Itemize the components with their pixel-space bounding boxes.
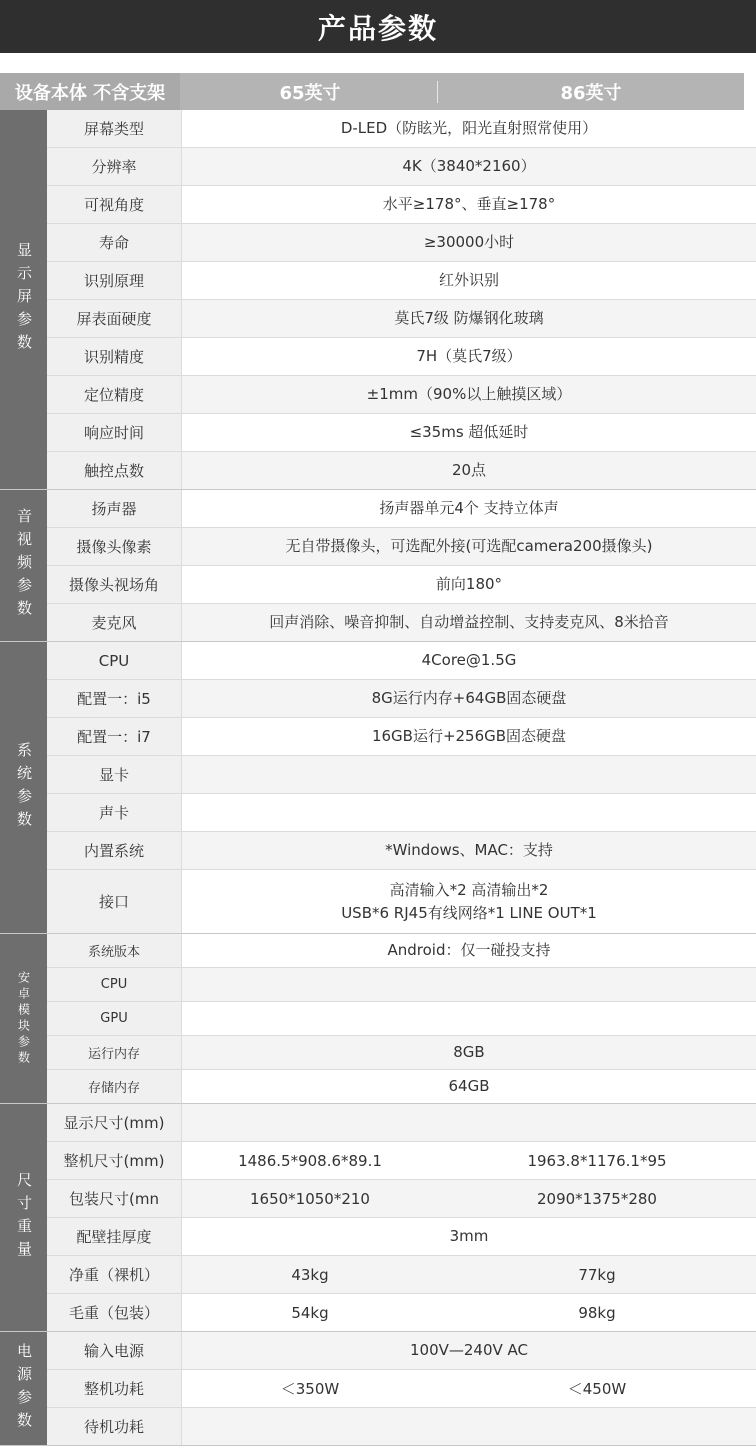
row-value: Android：仅一碰投支持 <box>387 941 551 960</box>
row-label: 屏幕类型 <box>47 110 182 147</box>
table-row <box>47 452 756 489</box>
table-row <box>47 490 756 528</box>
row-value: 8G运行内存+64GB固态硬盘 <box>182 680 756 717</box>
table-row <box>47 338 756 376</box>
spec-table <box>0 110 756 1446</box>
row-label: 显示尺寸(mm) <box>47 1104 182 1141</box>
row-value <box>182 1002 756 1035</box>
row-value: 水平≥178°、垂直≥178° <box>382 195 556 214</box>
group-display <box>0 110 756 490</box>
table-row <box>47 376 756 414</box>
row-value: 16GB运行+256GB固态硬盘 <box>371 727 567 746</box>
table-row <box>47 832 756 870</box>
table-row <box>47 794 756 832</box>
table-row <box>47 1370 756 1408</box>
table-row <box>47 148 756 186</box>
row-label: 响应时间 <box>47 414 182 451</box>
value-86-inch: 2090*1375*280 <box>537 1189 657 1208</box>
table-row <box>47 224 756 262</box>
table-row <box>47 1142 756 1180</box>
row-value: 3mm <box>449 1227 489 1246</box>
category-label: 安卓模块参数 <box>0 934 47 1103</box>
row-label: 屏表面硬度 <box>47 300 182 337</box>
value-86-inch <box>438 1104 756 1141</box>
value-86-inch: 1963.8*1176.1*95 <box>527 1151 667 1170</box>
table-row <box>47 1104 756 1142</box>
category-label: 音视频参数 <box>0 490 47 641</box>
header-86-inch: 86英寸 <box>560 82 622 104</box>
row-value: 红外识别 <box>438 271 499 290</box>
row-value: 4Core@1.5G <box>421 651 517 670</box>
row-label: 摄像头视场角 <box>47 566 182 603</box>
row-value: 100V—240V AC <box>182 1332 756 1369</box>
row-value: 前向180° <box>435 575 503 594</box>
row-label: 存储内存 <box>47 1070 182 1103</box>
table-row <box>47 642 756 680</box>
table-row <box>47 1294 756 1331</box>
row-label: 输入电源 <box>47 1332 182 1369</box>
row-value: 莫氏7级 防爆钢化玻璃 <box>182 300 756 337</box>
row-label: 包装尺寸(mn <box>47 1180 182 1217</box>
group-audio-video <box>0 490 756 642</box>
row-label: 整机功耗 <box>47 1370 182 1407</box>
row-label: 麦克风 <box>47 604 182 641</box>
table-row <box>47 718 756 756</box>
row-value <box>182 794 756 831</box>
row-value: 无自带摄像头，可选配外接(可选配camera200摄像头) <box>182 528 756 565</box>
row-label: 配壁挂厚度 <box>47 1218 182 1255</box>
row-label: 待机功耗 <box>47 1408 182 1445</box>
row-label: 扬声器 <box>47 490 182 527</box>
row-value: 7H（莫氏7级） <box>416 347 522 366</box>
value-86-inch: 77kg <box>578 1265 616 1284</box>
value-86-inch: ＜450W <box>567 1380 627 1398</box>
table-row <box>47 1256 756 1294</box>
group-size-weight <box>0 1104 756 1332</box>
header-65-inch: 65英寸 <box>279 82 341 104</box>
header-device-body: 设备本体 不含支架 <box>0 73 180 110</box>
row-value: ≤35ms 超低延时 <box>409 423 529 442</box>
table-row <box>47 528 756 566</box>
table-row <box>47 1070 756 1103</box>
row-label: 配置一：i5 <box>47 680 182 717</box>
value-65-inch: ＜350W <box>280 1380 340 1398</box>
row-value: ≥30000小时 <box>182 224 756 261</box>
row-label: 接口 <box>47 870 182 933</box>
row-label: 定位精度 <box>47 376 182 413</box>
table-row <box>47 414 756 452</box>
row-value <box>182 968 756 1001</box>
page-title: 产品参数 <box>0 0 756 53</box>
value-86-inch: 98kg <box>578 1303 616 1322</box>
table-row <box>47 186 756 224</box>
table-row <box>47 934 756 968</box>
row-label: 运行内存 <box>47 1036 182 1069</box>
row-label: 摄像头像素 <box>47 528 182 565</box>
row-label: 整机尺寸(mm) <box>47 1142 182 1179</box>
table-header <box>0 73 744 110</box>
row-value <box>182 756 756 793</box>
row-value-line: 高清输入*2 高清输出*2 <box>389 881 549 899</box>
table-row <box>47 1036 756 1070</box>
row-label: 声卡 <box>47 794 182 831</box>
row-label: 可视角度 <box>47 186 182 223</box>
row-value <box>182 1408 756 1445</box>
group-power <box>0 1332 756 1446</box>
group-system <box>0 642 756 934</box>
table-row <box>47 680 756 718</box>
row-label: 触控点数 <box>47 452 182 489</box>
row-value: 扬声器单元4个 支持立体声 <box>379 499 559 518</box>
row-label: 识别原理 <box>47 262 182 299</box>
category-label: 显示屏参数 <box>0 110 47 489</box>
row-value: D-LED（防眩光，阳光直射照常使用） <box>340 119 598 138</box>
row-value: 回声消除、噪音抑制、自动增益控制、支持麦克风、8米拾音 <box>182 604 756 641</box>
row-label: CPU <box>47 642 182 679</box>
table-row <box>47 1002 756 1036</box>
category-label: 尺寸重量 <box>0 1104 47 1331</box>
row-label: CPU <box>47 968 182 1001</box>
row-label: 寿命 <box>47 224 182 261</box>
table-row <box>47 1408 756 1445</box>
row-label: 显卡 <box>47 756 182 793</box>
table-row <box>47 110 756 148</box>
value-65-inch: 43kg <box>291 1265 329 1284</box>
row-label: GPU <box>47 1002 182 1035</box>
row-value <box>182 870 756 933</box>
row-value: *Windows、MAC：支持 <box>182 832 756 869</box>
group-android <box>0 934 756 1104</box>
table-row <box>47 1332 756 1370</box>
table-row <box>47 1180 756 1218</box>
table-row <box>47 870 756 933</box>
value-65-inch: 1650*1050*210 <box>250 1189 370 1208</box>
row-label: 系统版本 <box>47 934 182 967</box>
table-row <box>47 968 756 1002</box>
table-row <box>47 756 756 794</box>
row-label: 净重（裸机） <box>47 1256 182 1293</box>
table-row <box>47 1218 756 1256</box>
row-value: 20点 <box>182 452 756 489</box>
category-label: 电源参数 <box>0 1332 47 1445</box>
row-label: 识别精度 <box>47 338 182 375</box>
table-row <box>47 566 756 604</box>
value-65-inch: 54kg <box>291 1303 329 1322</box>
row-value: 64GB <box>448 1077 490 1096</box>
row-label: 分辨率 <box>47 148 182 185</box>
row-value: 4K（3840*2160） <box>182 148 756 185</box>
row-label: 内置系统 <box>47 832 182 869</box>
row-label: 毛重（包装） <box>47 1294 182 1331</box>
row-value-line: USB*6 RJ45有线网络*1 LINE OUT*1 <box>341 903 597 922</box>
table-row <box>47 300 756 338</box>
row-value: ±1mm（90%以上触摸区域） <box>182 376 756 413</box>
table-row <box>47 604 756 641</box>
category-label: 系统参数 <box>0 642 47 933</box>
table-row <box>47 262 756 300</box>
row-value: 8GB <box>182 1036 756 1069</box>
value-65-inch: 1486.5*908.6*89.1 <box>238 1151 382 1170</box>
row-label: 配置一：i7 <box>47 718 182 755</box>
value-65-inch <box>182 1104 438 1141</box>
